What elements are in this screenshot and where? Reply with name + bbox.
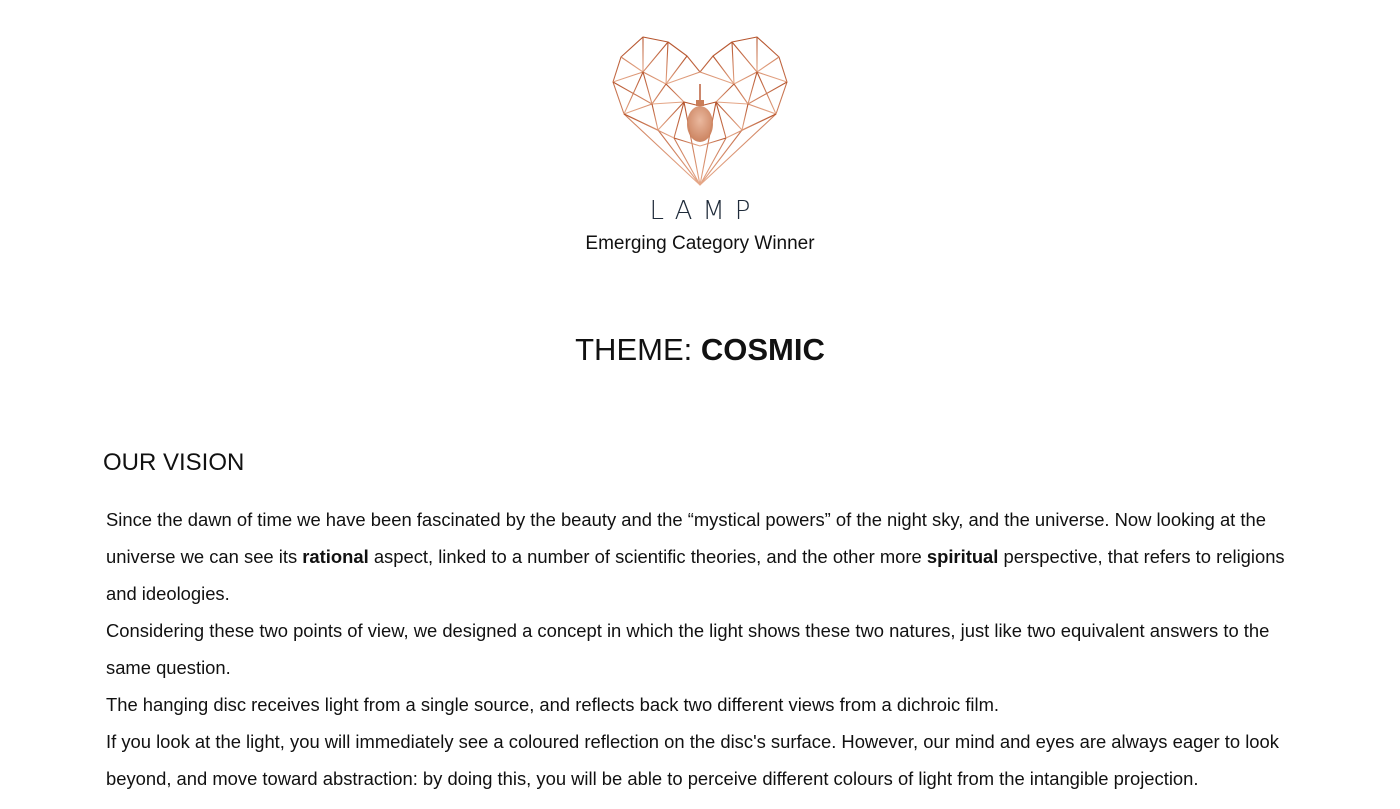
p1-bold-spiritual: spiritual [926, 546, 999, 567]
vision-paragraph-1 [106, 501, 1296, 612]
theme-heading [0, 332, 1400, 368]
award-subtitle: Emerging Category Winner [585, 233, 815, 254]
brand-name: LAMP [649, 196, 761, 226]
p1-text-c: aspect, linked to a number of scientific theories, and the other more [368, 546, 927, 567]
p1-text-e: perspective, that refers to religions and ideologies. [106, 546, 1285, 604]
theme-value: COSMIC [700, 332, 825, 367]
lamp-heart-logo-icon [612, 34, 788, 188]
section-heading-vision: OUR VISION [103, 449, 245, 476]
vision-paragraph-3: The hanging disc receives light from a single source, and reflects back two different views from a dichroic film. [106, 694, 1000, 715]
theme-label: THEME: [575, 332, 693, 367]
p1-bold-rational: rational [302, 546, 369, 567]
vision-paragraph-4: If you look at the light, you will immediately see a coloured reflection on the disc's surface. However, our mind and eyes are always eager to look beyond, and move toward abstraction: by doing this, you will be able to perceive different colours of light from the intangible projection. [106, 731, 1279, 789]
vision-paragraph-2: Considering these two points of view, we designed a concept in which the light shows these two natures, just like two equivalent answers to the same question. [106, 620, 1270, 678]
p1-text-a: Since the dawn of time we have been fascinated by the beauty and the “mystical powers” of the night sky, and the universe. Now looking at the universe we can see its [106, 509, 1266, 567]
vision-body [106, 501, 1296, 797]
